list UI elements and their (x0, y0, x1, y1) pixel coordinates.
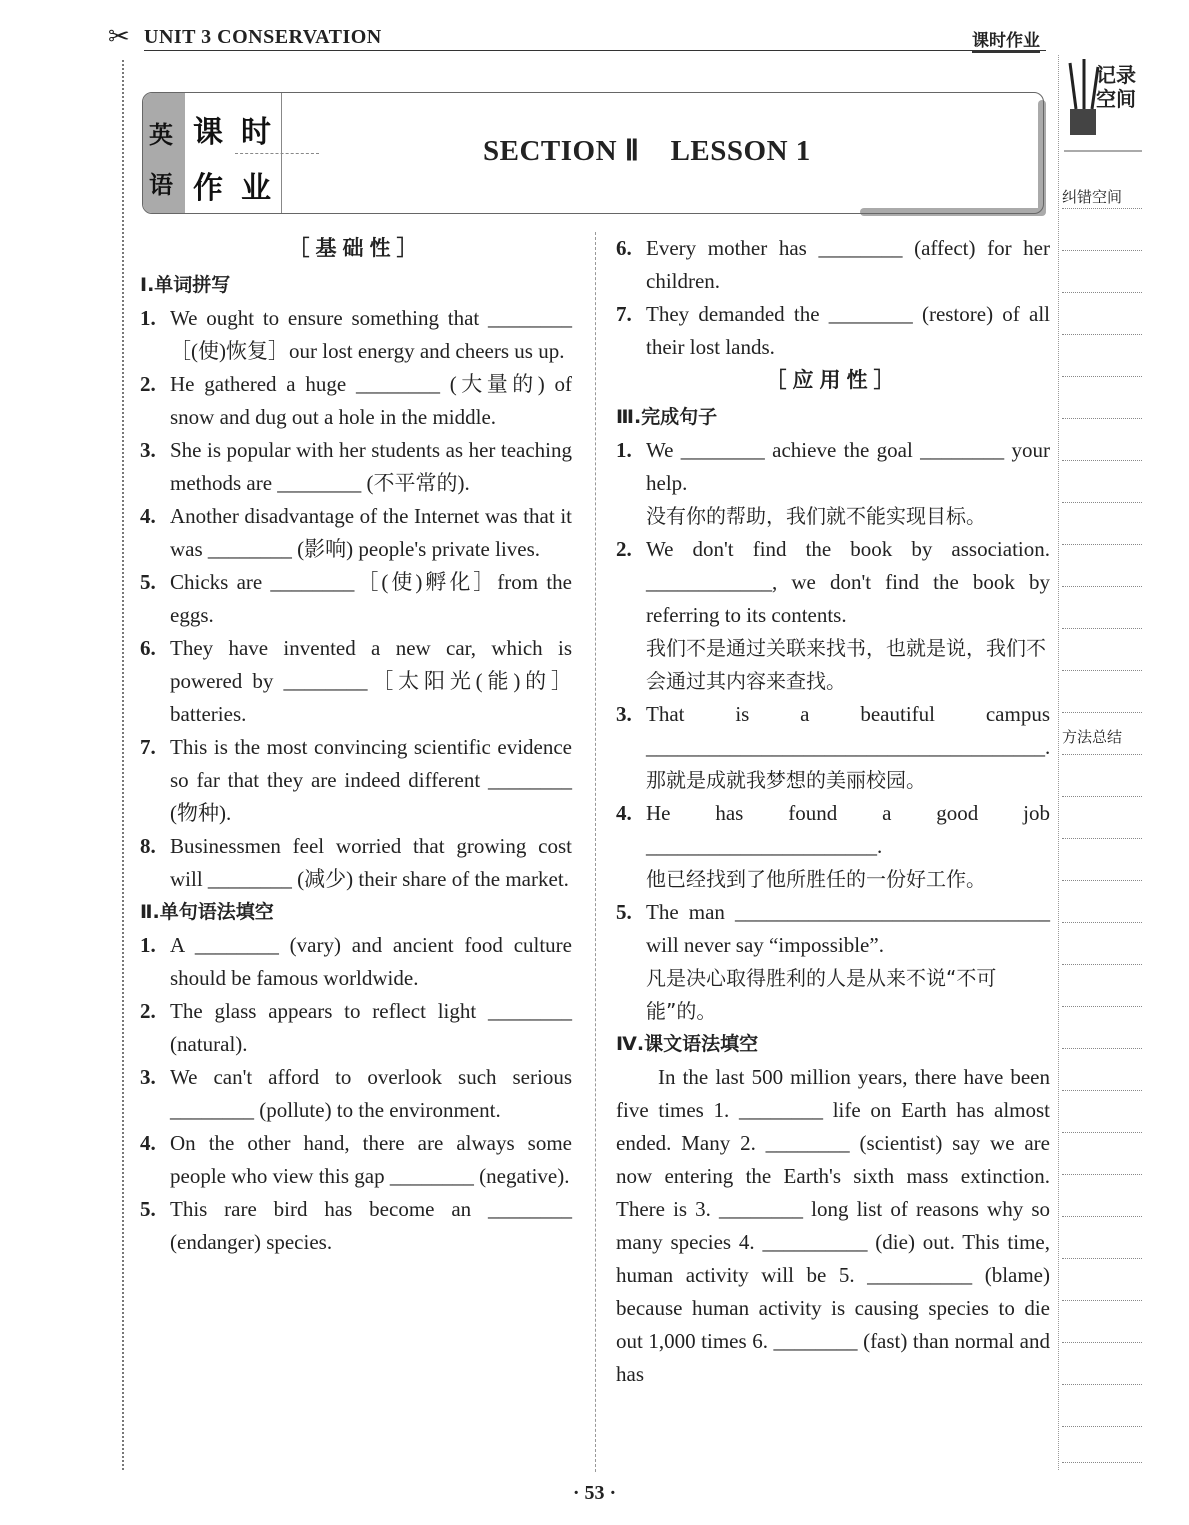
error-correction-label: 纠错空间 (1062, 188, 1123, 206)
header-tag: 课时作业 (972, 26, 1040, 53)
label-char: 课 (193, 115, 223, 150)
note-line (1062, 376, 1142, 377)
page-number: · 53 · (572, 1482, 617, 1504)
exercise-item: 5. The man ______________________________ will never say “impossible”. (616, 900, 1050, 957)
exercise-item: 1. A ________ (vary) and ancient food culture should be famous worldwide. (140, 933, 572, 990)
spelling-list (140, 302, 572, 896)
note-line (1062, 712, 1142, 713)
part-heading-passage: Ⅳ.课文语法填空 (616, 1033, 759, 1055)
chinese-prompt: 没有你的帮助，我们就不能实现目标。 (646, 504, 986, 528)
note-line (1062, 838, 1142, 839)
note-line (1062, 796, 1142, 797)
note-line (1062, 1384, 1142, 1385)
section-heading-basic: ［基础性］ (288, 236, 424, 260)
note-line (1062, 1300, 1142, 1301)
note-line (1062, 1006, 1142, 1007)
note-line (1062, 1174, 1142, 1175)
header-rule (144, 50, 1046, 51)
exercise-item: 4. On the other hand, there are always some people who view this gap ________ (negative). (140, 1131, 572, 1188)
note-line (1062, 418, 1142, 419)
note-line (1062, 334, 1142, 335)
subject-strip (143, 93, 185, 213)
exercise-item: 1. We ________ achieve the goal ________ your help. (616, 438, 1050, 495)
subject-char-bottom: 语 (149, 171, 173, 199)
exercise-item: 7. They demanded the ________ (restore) of all their lost lands. (616, 302, 1050, 359)
exercise-item: 4. Another disadvantage of the Internet was that it was ________ (影响) people's private lives. (140, 504, 572, 561)
scissors-icon: ✂ (108, 22, 130, 52)
exercise-item: 6. They have invented a new car, which is powered by ________［太阳光(能)的］batteries. (140, 636, 572, 726)
note-line (1062, 250, 1142, 251)
note-line (1062, 1216, 1142, 1217)
note-line (1062, 586, 1142, 587)
chinese-prompt: 他已经找到了他所胜任的一份好工作。 (646, 867, 986, 891)
note-line (1062, 544, 1142, 545)
right-column (616, 232, 1050, 1391)
column-divider (595, 232, 596, 1472)
chinese-prompt: 那就是成就我梦想的美丽校园。 (646, 768, 926, 792)
exercise-item: 3. That is a beautiful campus ______________________________________. (616, 702, 1051, 759)
grammar-list (140, 929, 572, 1259)
note-line (1062, 754, 1142, 755)
method-summary-label: 方法总结 (1062, 728, 1123, 746)
section-heading-applied: ［应用性］ (765, 368, 901, 392)
sentence-list (616, 434, 1050, 1028)
note-line (1062, 460, 1142, 461)
exercise-item: 5. Chicks are ________［(使)孵化］from the eggs. (140, 570, 572, 627)
label-char: 业 (241, 171, 271, 206)
note-line (1062, 208, 1142, 209)
exercise-item: 6. Every mother has ________ (affect) for her children. (616, 236, 1050, 293)
part-heading-spelling: Ⅰ.单词拼写 (140, 274, 231, 296)
exercise-item: 2. We don't find the book by association. ____________, we don't find the book by referring to its contents. (616, 537, 1050, 627)
note-line (1062, 1462, 1142, 1463)
exercise-item: 4. He has found a good job ______________________. (616, 801, 1050, 858)
notes-logo (1062, 55, 1142, 165)
exercise-item: 3. She is popular with her students as her teaching methods are ________ (不平常的). (140, 438, 572, 495)
chinese-prompt: 凡是决心取得胜利的人是从来不说“不可能”的。 (646, 966, 997, 1023)
label-char: 作 (193, 171, 223, 206)
note-line (1062, 1342, 1142, 1343)
notes-logo-text: 记录空间 (1096, 63, 1136, 111)
note-line (1062, 670, 1142, 671)
note-line (1062, 502, 1142, 503)
unit-title: UNIT 3 CONSERVATION (144, 26, 382, 48)
label-divider (235, 153, 319, 154)
passage-text: In the last 500 million years, there have been five times 1. ________ life on Earth has almost ended. Many 2. ________ (scientist) say we are now entering the Earth's sixth mass extinction. There is 3. ________ long list of reasons why so many species 4. __________ (die) out. This time, human activity will be 5. __________ (blame) because human activity is causing species to die out 1,000 times 6. ________ (fast) than normal and has (616, 1065, 1050, 1386)
exercise-item: 7. This is the most convincing scientific evidence so far that they are indeed different ________ (物种). (140, 735, 572, 825)
chinese-prompt: 我们不是通过关联来找书，也就是说，我们不会通过其内容来查找。 (646, 636, 1046, 693)
exercise-item: 3. We can't afford to overlook such serious ________ (pollute) to the environment. (140, 1065, 572, 1122)
note-line (1062, 1090, 1142, 1091)
note-line (1062, 292, 1142, 293)
exercise-item: 2. He gathered a huge ________ (大量的) of snow and dug out a hole in the middle. (140, 372, 572, 429)
note-line (1062, 1132, 1142, 1133)
note-line (1062, 1426, 1142, 1427)
cut-line (122, 60, 124, 1470)
exercise-item: 2. The glass appears to reflect light ________ (natural). (140, 999, 572, 1056)
section-title: SECTION Ⅱ LESSON 1 (483, 135, 811, 167)
note-line (1062, 922, 1142, 923)
exercise-item: 1. We ought to ensure something that ________［(使)恢复］our lost energy and cheers us up. (140, 306, 572, 363)
page-header (108, 22, 1048, 54)
homework-label (185, 93, 282, 213)
part-heading-sentences: Ⅲ.完成句子 (616, 406, 718, 428)
subject-char-top: 英 (149, 121, 173, 149)
part-heading-grammar: Ⅱ.单句语法填空 (140, 901, 274, 923)
exercise-item: 8. Businessmen feel worried that growing cost will ________ (减少) their share of the market. (140, 834, 572, 891)
title-banner (142, 92, 1044, 214)
note-line (1062, 628, 1142, 629)
note-line (1062, 964, 1142, 965)
exercise-item: 5. This rare bird has become an ________ (endanger) species. (140, 1197, 572, 1254)
label-char: 时 (241, 115, 271, 150)
left-column (140, 232, 572, 1259)
note-line (1062, 1048, 1142, 1049)
note-line (1062, 1258, 1142, 1259)
note-line (1062, 880, 1142, 881)
